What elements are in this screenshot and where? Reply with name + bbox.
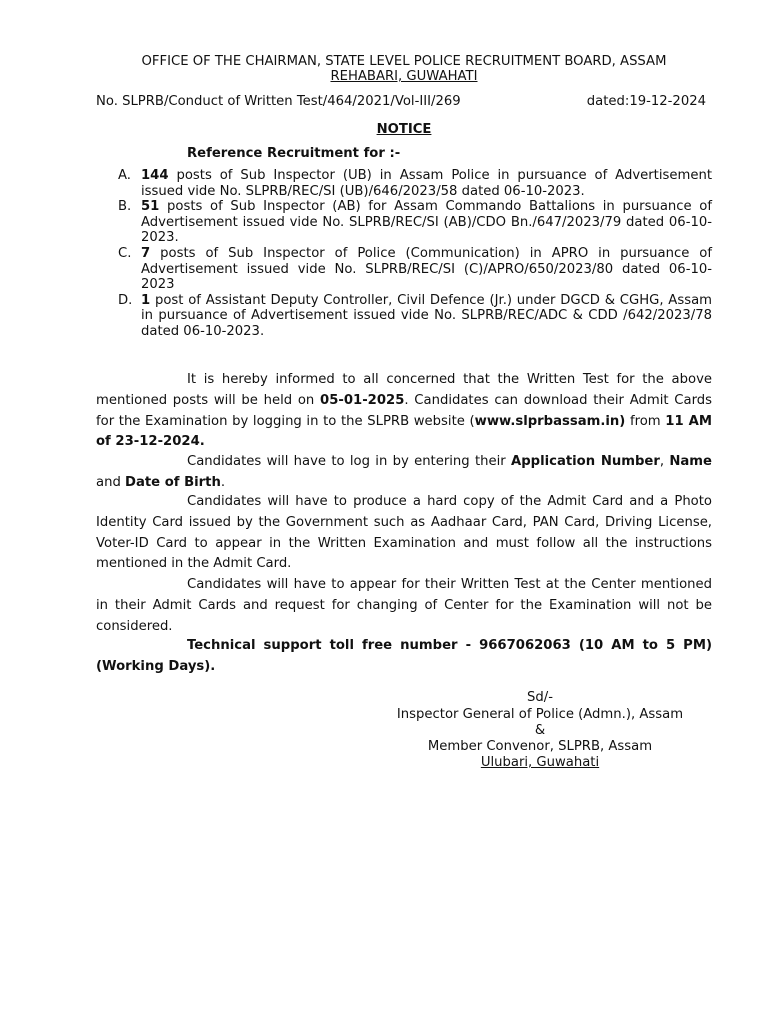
signature-sd: Sd/- (527, 690, 553, 705)
list-item (96, 246, 712, 293)
para-text: Candidates will have to log in by entering their (187, 454, 511, 469)
para-text: Candidates will have to produce a hard copy of the Admit Card and a Photo Identity Card issued by the Government such as Aadhaar Card, PAN Card, Driving License, Voter-ID Card to appear in the Written Examination and must follow all the instructions mentioned in the Admit Card. (96, 494, 712, 572)
post-count: 51 (141, 199, 160, 215)
office-header: OFFICE OF THE CHAIRMAN, STATE LEVEL POLICE RECRUITMENT BOARD, ASSAM (141, 54, 667, 69)
para-text: and (96, 474, 126, 490)
para-text: , (659, 454, 670, 469)
recruitment-list (96, 168, 712, 340)
post-count: 1 (141, 292, 151, 308)
center-paragraph (96, 575, 712, 637)
technical-support-paragraph (96, 636, 712, 678)
signature-ampersand: & (534, 723, 546, 738)
reference-number: No. SLPRB/Conduct of Written Test/464/2021/Vol-III/269 (96, 94, 461, 109)
para-text: Candidates will have to appear for their Written Test at the Center mentioned in their Admit Cards and request for changing of Center for the Examination will not be considered. (96, 577, 712, 634)
signature-designation-1: Inspector General of Police (Admn.), Assam (396, 707, 684, 722)
para-text: from (625, 413, 666, 429)
para-text: . (220, 474, 226, 490)
list-marker: B. (118, 199, 132, 215)
item-text: posts of Sub Inspector of Police (Communication) in APRO in pursuance of Advertisement issued vide No. SLPRB/REC/SI (C)/APRO/650/2023/80 dated 06-10-2023 (141, 245, 712, 293)
field-name: Name (669, 454, 712, 469)
website-link: www.slprbassam.in) (474, 413, 626, 429)
field-date-of-birth: Date of Birth (125, 474, 221, 490)
item-text: posts of Sub Inspector (AB) for Assam Commando Battalions in pursuance of Advertisement issued vide No. SLPRB/REC/SI (AB)/CDO Bn./647/2023/79 dated 06-10-2023. (141, 199, 712, 246)
reference-recruitment-heading: Reference Recruitment for :- (187, 146, 401, 161)
field-application-number: Application Number (511, 454, 660, 469)
list-item (96, 199, 712, 246)
notice-title: NOTICE (376, 122, 432, 137)
exam-date: 05-01-2025 (320, 392, 405, 408)
reference-date: dated:19-12-2024 (586, 94, 706, 109)
admit-card-paragraph (96, 492, 712, 575)
list-marker: C. (118, 245, 132, 261)
support-text: Technical support toll free number - 9667062063 (10 AM to 5 PM) (Working Days). (96, 638, 712, 674)
post-count: 7 (141, 245, 151, 261)
written-test-paragraph (96, 370, 712, 453)
signature-designation-2: Member Convenor, SLPRB, Assam (427, 739, 653, 754)
signature-place: Ulubari, Guwahati (480, 755, 600, 770)
download-start: 11 AM of 23-12-2024. (96, 413, 712, 450)
list-marker: A. (118, 168, 131, 183)
para-text: It is hereby informed to all concerned that the Written Test for the above mentioned posts will be held on (96, 372, 712, 408)
item-text: posts of Sub Inspector (UB) in Assam Police in pursuance of Advertisement issued vide No. SLPRB/REC/SI (UB)/646/2023/58 dated 06-10-2023. (141, 168, 712, 199)
office-address: REHABARI, GUWAHATI (330, 69, 478, 84)
list-item (96, 168, 712, 199)
item-text: post of Assistant Deputy Controller, Civil Defence (Jr.) under DGCD & CGHG, Assam in pursuance of Advertisement issued vide No. SLPRB/REC/ADC & CDD /642/2023/78 dated 06-10-2023. (141, 292, 712, 339)
para-text: . Candidates can download their Admit Cards for the Examination by logging in to the SLPRB website ( (96, 392, 712, 429)
list-item (96, 293, 712, 340)
post-count: 144 (141, 168, 169, 183)
login-paragraph (96, 452, 712, 494)
list-marker: D. (118, 292, 133, 308)
